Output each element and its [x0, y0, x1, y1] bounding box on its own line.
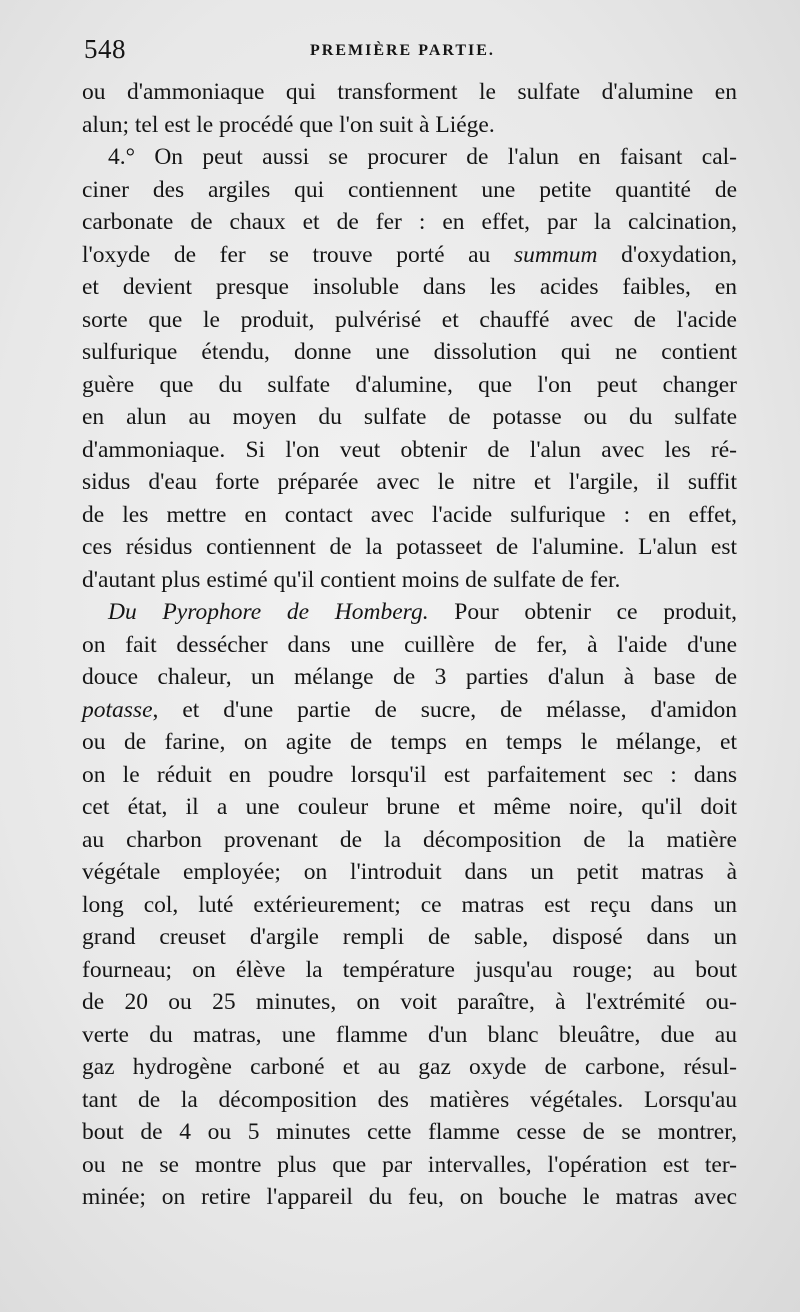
- text-run: l'oxyde de fer se trouve porté au: [82, 241, 514, 268]
- text-line: sorte que le produit, pulvérisé et chauffé avec de l'acide: [82, 306, 737, 333]
- text-run: d'oxydation,: [597, 241, 737, 268]
- text-line: végétale employée; on l'introduit dans un petit matras à: [82, 859, 737, 885]
- italic-text: Du Pyrophore de Homberg.: [108, 599, 429, 625]
- text-line: et devient presque insoluble dans les acides faibles, en: [82, 274, 737, 300]
- text-line: long col, luté extérieurement; ce matras est reçu dans un: [82, 891, 737, 918]
- text-line: bout de 4 ou 5 minutes cette flamme cesse de se montrer,: [82, 1119, 737, 1145]
- text-line: au charbon provenant de la décomposition de la matière: [82, 826, 737, 853]
- text-line: alun; tel est le procédé que l'on suit à Liége.: [82, 111, 495, 138]
- italic-text: summum: [513, 241, 598, 268]
- text-line: d'ammoniaque. Si l'on veut obtenir de l'alun avec les ré-: [82, 436, 737, 463]
- text-line: en alun au moyen du sulfate de potasse ou du sulfate: [82, 404, 737, 430]
- text-line: cet état, il a une couleur brune et même noire, qu'il doit: [82, 794, 737, 820]
- text-line: gaz hydrogène carboné et au gaz oxyde de carbone, résul-: [82, 1054, 737, 1080]
- text-line: on fait dessécher dans une cuillère de fer, à l'aide d'une: [82, 631, 737, 658]
- text-line: ciner des argiles qui contiennent une petite quantité de: [82, 176, 737, 203]
- text-line: 4.° On peut aussi se procurer de l'alun en faisant cal-: [108, 144, 737, 170]
- text-line: de les mettre en contact avec l'acide sulfurique : en effet,: [82, 501, 737, 528]
- text-line: minée; on retire l'appareil du feu, on bouche le matras avec: [82, 1184, 737, 1210]
- running-head: PREMIÈRE PARTIE.: [310, 42, 495, 59]
- text-line: de 20 ou 25 minutes, on voit paraître, à l'extrémité ou-: [82, 989, 737, 1015]
- page-header: [84, 34, 734, 66]
- text-line: sidus d'eau forte préparée avec le nitre et l'argile, il suffit: [82, 469, 737, 495]
- text-line: guère que du sulfate d'alumine, que l'on peut changer: [82, 371, 737, 398]
- text-line: ou d'ammoniaque qui transforment le sulfate d'alumine en: [82, 79, 737, 105]
- text-run: , et d'une partie de sucre, de mélasse, d'amidon: [152, 696, 737, 723]
- text-line: [82, 694, 737, 727]
- text-line: tant de la décomposition des matières végétales. Lorsqu'au: [82, 1086, 737, 1113]
- text-line: fourneau; on élève la température jusqu'au rouge; au bout: [82, 956, 737, 983]
- text-line: ces résidus contiennent de la potasseet de l'alumine. L'alun est: [82, 534, 737, 560]
- text-line: grand creuset d'argile rempli de sable, disposé dans un: [82, 924, 737, 950]
- text-run: Pour obtenir ce produit,: [428, 599, 737, 625]
- text-line: verte du matras, une flamme d'un blanc bleuâtre, due au: [82, 1021, 737, 1048]
- text-line: douce chaleur, un mélange de 3 parties d'alun à base de: [82, 664, 737, 690]
- text-line: sulfurique étendu, donne une dissolution qui ne contient: [82, 339, 737, 365]
- text-line: on le réduit en poudre lorsqu'il est parfaitement sec : dans: [82, 761, 737, 788]
- text-line: [82, 596, 737, 629]
- text-line: ou ne se montre plus que par intervalles, l'opération est ter-: [82, 1151, 737, 1178]
- page-number: 548: [84, 34, 126, 64]
- text-line: ou de farine, on agite de temps en temps le mélange, et: [82, 729, 737, 755]
- text-line: carbonate de chaux et de fer : en effet, par la calcination,: [82, 209, 737, 235]
- body-text: [82, 76, 737, 1214]
- text-line: [82, 239, 737, 272]
- italic-text: potasse: [82, 696, 153, 723]
- text-line: d'autant plus estimé qu'il contient moins de sulfate de fer.: [82, 566, 621, 593]
